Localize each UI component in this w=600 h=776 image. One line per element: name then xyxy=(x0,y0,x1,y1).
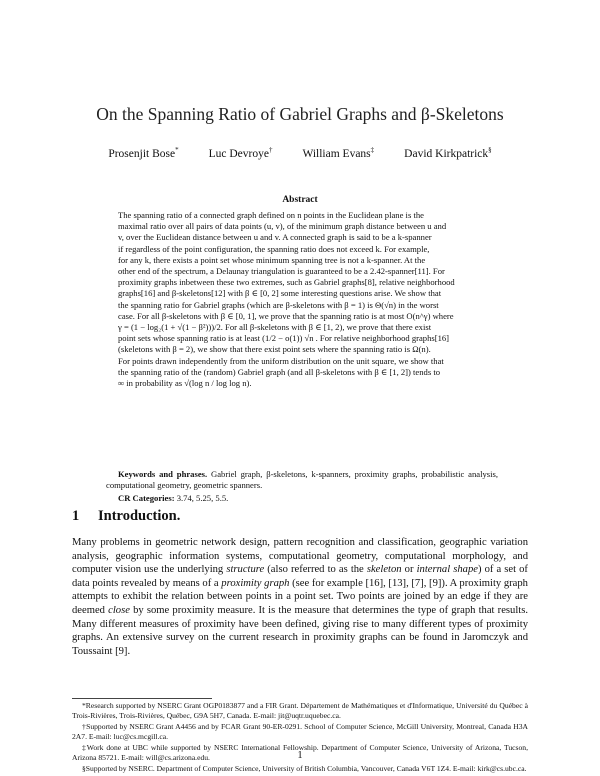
abstract-line: The spanning ratio of a connected graph defined on n points in the Euclidean plane is the xyxy=(118,210,424,220)
keywords xyxy=(106,469,498,491)
cr-text: 3.74, 5.25, 5.5. xyxy=(176,493,229,503)
abstract-line: point sets whose spanning ratio is at least (1/2 − o(1)) √n . For relative neighborhood graphs[16] xyxy=(118,333,450,344)
keywords-text: Gabriel graph, β-skeletons, k-spanners, proximity graphs, probabilistic analysis, computational geometry, geometric spanners. xyxy=(106,469,498,491)
paper-title: On the Spanning Ratio of Gabriel Graphs and β-Skeletons xyxy=(96,104,504,124)
abstract-line: γ = (1 − log₂(1 + √(1 − β²)))/2. For all β-skeletons with β ∈ [1, 2), we prove that there exist xyxy=(118,322,432,333)
abstract-body xyxy=(106,210,498,389)
abstract-line: the spanning ratio for Gabriel graphs (which are β-skeletons with β = 1) is Θ(√n) in the worst xyxy=(118,299,439,310)
term-skeleton: skeleton xyxy=(366,564,402,576)
cr-categories xyxy=(118,493,228,503)
term-internal-shape: internal shape xyxy=(416,564,478,576)
abstract-line: For points drawn independently from the uniform distribution on the unit square, we show that xyxy=(118,355,444,366)
author-3: William Evans‡ xyxy=(302,146,375,160)
abstract-line: if regardless of the point configuration, the spanning ratio does not exceed k. For example, xyxy=(118,243,430,254)
term-close: close xyxy=(108,604,130,616)
author-list xyxy=(0,146,600,160)
author-2: Luc Devroye† xyxy=(208,146,273,160)
section-heading xyxy=(72,508,180,525)
author-4: David Kirkpatrick§ xyxy=(404,146,492,160)
footnote-3: ‡Work done at UBC while supported by NSERC International Fellowship. Department of Computer Science, University of Arizona, Tucson, Arizona 85721. E-mail: will@cs.arizona.edu. xyxy=(72,743,528,762)
intro-paragraph: Many problems in geometric network design, pattern recognition and classification, geographic variation analysis, geographic information systems, computational geometry, computational morphology, and computer vision use the underlying structure (also referred to as the skeleton or internal shape) of a set of data points revealed by means of a proximity graph (see for example [16], [13], [7], [9]). A proximity graph attempts to exhibit the relation between points in a point set. Two points are joined by an edge if they are deemed close by some proximity measure. It is the measure that determines the type of graph that results. Many different measures of proximity have been defined, giving rise to many different types of proximity graphs. An extensive survey on the current research in proximity graphs can be found in Jaromczyk and Toussaint [9]. xyxy=(72,537,528,657)
abstract-line: other end of the spectrum, a Delaunay triangulation is guaranteed to be a 2.42-spanner[11]. For xyxy=(118,266,445,277)
section-number: 1 xyxy=(72,508,80,524)
abstract-line: for any k, there exists a point set whose minimum spanning tree is not a k-spanner. At the xyxy=(118,254,426,265)
abstract-line: case. For all β-skeletons with β ∈ [0, 1], we prove that the spanning ratio is at most O(n^γ) where xyxy=(118,310,454,321)
abstract-line: maximal ratio over all pairs of data points (u, v), of the minimum graph distance between u and xyxy=(118,221,447,232)
abstract-line: (skeletons with β = 2), we show that there exist point sets where the spanning ratio is Ω(n). xyxy=(118,344,431,355)
abstract-line: the spanning ratio of the (random) Gabriel graph (and all β-skeletons with β ∈ [1, 2]) tends to xyxy=(118,366,441,377)
footnote-rule xyxy=(72,698,212,699)
abstract-line: ∞ in probability as √(log n / log log n). xyxy=(118,378,252,389)
cr-label: CR Categories: xyxy=(118,493,175,503)
abstract-line: graphs[16] and β-skeletons[12] with β ∈ [0, 2] some interesting questions arise. We show that xyxy=(118,288,442,299)
footnote-4: §Supported by NSERC. Department of Computer Science, University of British Columbia, Vancouver, Canada V6T 1Z4. E-mail: kirk@cs.ubc.ca. xyxy=(82,764,527,773)
section-title: Introduction. xyxy=(98,508,181,524)
abstract-line: proximity graphs inbetween these two extremes, such as Gabriel graphs[8], relative neighborhood xyxy=(118,277,455,288)
abstract-heading: Abstract xyxy=(282,195,318,205)
footnote-2: †Supported by NSERC Grant A4456 and by FCAR Grant 90-ER-0291. School of Computer Science, McGill University, Montreal, Canada H3A 2A7. E-mail: luc@cs.mcgill.ca. xyxy=(72,722,528,741)
footnotes xyxy=(72,701,528,775)
page-number: 1 xyxy=(297,750,303,761)
term-proximity-graph: proximity graph xyxy=(221,577,290,589)
footnote-1: *Research supported by NSERC Grant OGP0183877 and a FIR Grant. Département de Mathématiques et d'Informatique, Université du Québec à Trois-Rivières, Trois-Rivières, Québec, G9A 5H7, Canada. E-mail: jit@uqtr.uquebec.ca. xyxy=(72,701,528,720)
abstract-line: v, over the Euclidean distance between u and v. A connected graph is said to be a k-spanner xyxy=(118,232,432,243)
author-1: Prosenjit Bose* xyxy=(108,146,179,160)
term-structure: structure xyxy=(226,564,265,576)
keywords-label: Keywords and phrases. xyxy=(118,469,208,479)
